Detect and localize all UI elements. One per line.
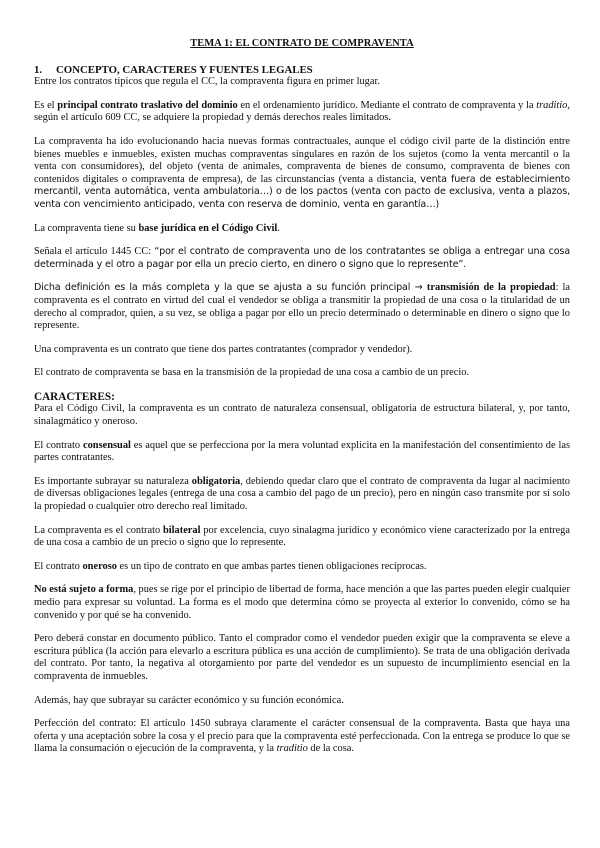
paragraph-transmision: El contrato de compraventa se basa en la transmisión de la propiedad de una cosa a cambio de un precio. bbox=[34, 367, 470, 379]
section-number: 1. bbox=[34, 63, 43, 76]
section-intro: Entre los contratos típicos que regula el CC, la compraventa figura en primer lugar. bbox=[34, 76, 380, 88]
section-heading-text: CONCEPTO, CARACTERES Y FUENTES LEGALES bbox=[56, 63, 313, 76]
paragraph-obligatoria: Es importante subrayar su naturaleza obligatoria, debiendo quedar claro que el contrato de compraventa da lugar al nacimiento de diversas obligaciones legales (entrega de una cosa a cambio del pago de un precio), pero en ningún caso transmite por sí solo la propiedad o cualquier otro derecho real limitado. bbox=[34, 475, 570, 513]
paragraph-principal-contrato: Es el principal contrato traslativo del dominio en el ordenamiento jurídico. Mediante el contrato de compraventa y la traditio, según el artículo 609 CC, se adquiere la propiedad y demás derechos reales limitados. bbox=[34, 99, 570, 124]
paragraph-dos-partes: Una compraventa es un contrato que tiene dos partes contratantes (comprador y vendedor). bbox=[34, 343, 413, 355]
caracteres-heading: CARACTERES: bbox=[34, 390, 115, 403]
paragraph-documento-publico: Pero deberá constar en documento público. Tanto el comprador como el vendedor pueden exigir que la compraventa se eleve a escritura pública (la acción para elevarlo a escritura pública es una acción de cumplimiento). Se trata de una obligación derivada del contrato. Por tanto, la negativa al otorgamiento por parte del vendedor es un supuesto de incumplimiento esencial en la compraventa de inmuebles. bbox=[34, 633, 570, 682]
caracteres-intro: Para el Código Civil, la compraventa es un contrato de naturaleza consensual, obligatoria de estructura bilateral, y, por tanto, sinalagmático y oneroso. bbox=[34, 403, 570, 428]
section-heading bbox=[34, 64, 570, 77]
paragraph-definicion: Dicha definición es la más completa y la que se ajusta a su función principal → transmisión de la propiedad: la compraventa es el contrato en virtud del cual el vendedor se obliga a transmitir la propiedad de una cosa o la titularidad de un derecho al comprador, quien, a su vez, se obliga a pagar por ello un precio determinado o determinable en dinero o signo que lo represente. bbox=[34, 282, 571, 332]
paragraph-evolucion: La compraventa ha ido evolucionando hacia nuevas formas contractuales, aunque el código civil parte de la distinción entre bienes muebles e inmuebles, existen muchas compraventas singulares en razón de los sujetos (como la venta mercantil o la venta con consumidores), del objeto (venta de animales, compraventa de bienes de consumo, compraventa de bienes con contenidos digitales o compraventa de empresa), de las circunstancias (venta a distancia, venta fuera de establecimiento mercantil, venta automática, venta ambulatoria…) o de los pactos (venta con pacto de exclusiva, venta a plazos, venta con vencimiento anticipado, venta con reserva de dominio, venta en garantía…) bbox=[34, 135, 570, 210]
paragraph-oneroso: El contrato oneroso es un tipo de contrato en que ambas partes tienen obligaciones recíprocas. bbox=[34, 560, 427, 572]
paragraph-consensual: El contrato consensual es aquel que se perfecciona por la mera voluntad explícita en la manifestación del consentimiento de las partes contratantes. bbox=[34, 439, 570, 464]
paragraph-base-juridica: La compraventa tiene su base jurídica en el Código Civil. bbox=[34, 222, 280, 234]
document-title: TEMA 1: EL CONTRATO DE COMPRAVENTA bbox=[190, 38, 414, 49]
paragraph-perfeccion: Perfección del contrato: El artículo 1450 subraya claramente el carácter consensual de la compraventa. Basta que haya una oferta y una aceptación sobre la cosa y el precio para que la compraventa esté perfeccionada. Con la entrega se produce lo que se llama la consumación o ejecución de la compraventa, y la traditio de la cosa. bbox=[34, 718, 571, 755]
paragraph-caracter-economico: Además, hay que subrayar su carácter económico y su función económica. bbox=[34, 694, 344, 706]
paragraph-articulo-1445: Señala el artículo 1445 CC: “por el contrato de compraventa uno de los contratantes se obliga a entregar una cosa determinada y el otro a pagar por ella un precio cierto, en dinero o signo que lo represente”. bbox=[34, 246, 570, 270]
paragraph-forma: No está sujeto a forma, pues se rige por el principio de libertad de forma, hace mención a que las partes pueden elegir cualquier medio para expresar su voluntad. La forma es el modo que determina cómo se proyecta al exterior lo convenido, cómo se ha convenido y por qué se ha convenido. bbox=[34, 584, 570, 621]
paragraph-bilateral: La compraventa es el contrato bilateral por excelencia, cuyo sinalagma jurídico y económico viene caracterizado por la entrega de una cosa a cambio de un precio o signo que lo represente. bbox=[34, 524, 570, 549]
